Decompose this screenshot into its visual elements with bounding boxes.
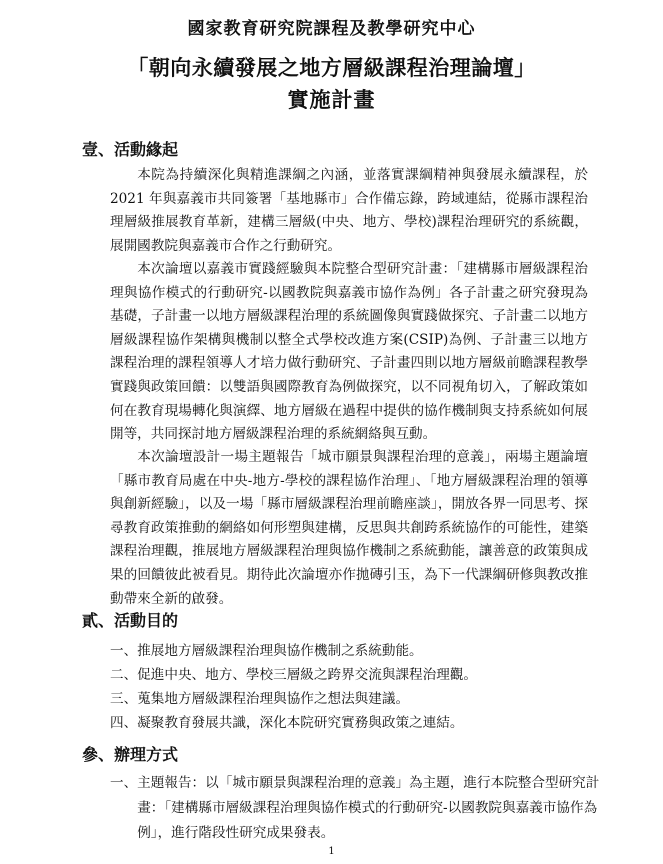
purpose-item-4: 四、凝聚教育發展共識，深化本院研究實務與政策之連結。 (110, 715, 464, 731)
background-paragraph-1: 本院為持續深化與精進課綱之內涵，並落實課綱精神與發展永續課程，於 2021 年與嘉義市共同簽署「基地縣市」合作備忘錄，跨域連結，從縣市課程治理層級推展教育革新，建構三層級(中央、地方、學校)課程治理研究的系統觀，展開國教院與嘉義市合作之行動研究。 (110, 167, 588, 254)
purpose-item-2: 二、促進中央、地方、學校三層級之跨界交流與課程治理觀。 (110, 667, 478, 683)
section-heading-method: 參、辦理方式 (82, 745, 179, 764)
purpose-item-1: 一、推展地方層級課程治理與協作機制之系統動能。 (110, 643, 423, 659)
page-number: 1 (328, 846, 335, 857)
document-subtitle: 實施計畫 (287, 87, 376, 112)
section-heading-purpose: 貳、活動目的 (82, 611, 179, 630)
organization-name: 國家教育研究院課程及教學研究中心 (187, 19, 476, 39)
background-paragraph-2: 本次論壇以嘉義市實踐經驗與本院整合型研究計畫：「建構縣市層級課程治理與協作模式的行動研究-以國教院與嘉義市協作為例」各子計畫之研究發現為基礎，子計畫一以地方層級課程治理的系統圖像與實踐做探究、子計畫二以地方層級課程協作架構與機制以整全式學校改進方案(CSIP)為例、子計畫三以地方課程治理的課程領導人才培力做行動研究、子計畫四則以地方層級前瞻課程教學實踐與政策回饋：以雙語與國際教育為例做探究，以不同視角切入，了解政策如何在教育現場轉化與演繹、地方層級在過程中提供的協作機制與支持系統如何展開等，共同探討地方層級課程治理的系統網絡與互動。 (110, 261, 588, 443)
method-item-1: 一、主題報告：以「城市願景與課程治理的意義」為主題，進行本院整合型研究計畫：「建構縣市層級課程治理與協作模式的行動研究-以國教院與嘉義市協作為例」，進行階段性研究成果發表。 (110, 775, 600, 841)
section-heading-background: 壹、活動緣起 (82, 140, 179, 159)
purpose-item-3: 三、蒐集地方層級課程治理與協作之想法與建議。 (110, 691, 410, 707)
document-title: 「朝向永續發展之地方層級課程治理論壇」 (127, 55, 536, 80)
background-paragraph-3: 本次論壇設計一場主題報告「城市願景與課程治理的意義」，兩場主題論壇「縣市教育局處在中央-地方-學校的課程協作治理」、「地方層級課程治理的領導與創新經驗」，以及一場「縣市層級課程治理前瞻座談」，開放各界一同思考、探尋教育政策推動的網絡如何形塑與建構，反思與共創跨系統協作的可能性，建築課程治理觀，推展地方層級課程治理與協作機制之系統動能，讓善意的政策與成果的回饋彼此被看見。期待此次論壇亦作拋磚引玉，為下一代課綱研修與教改推動帶來全新的啟發。 (110, 449, 588, 607)
